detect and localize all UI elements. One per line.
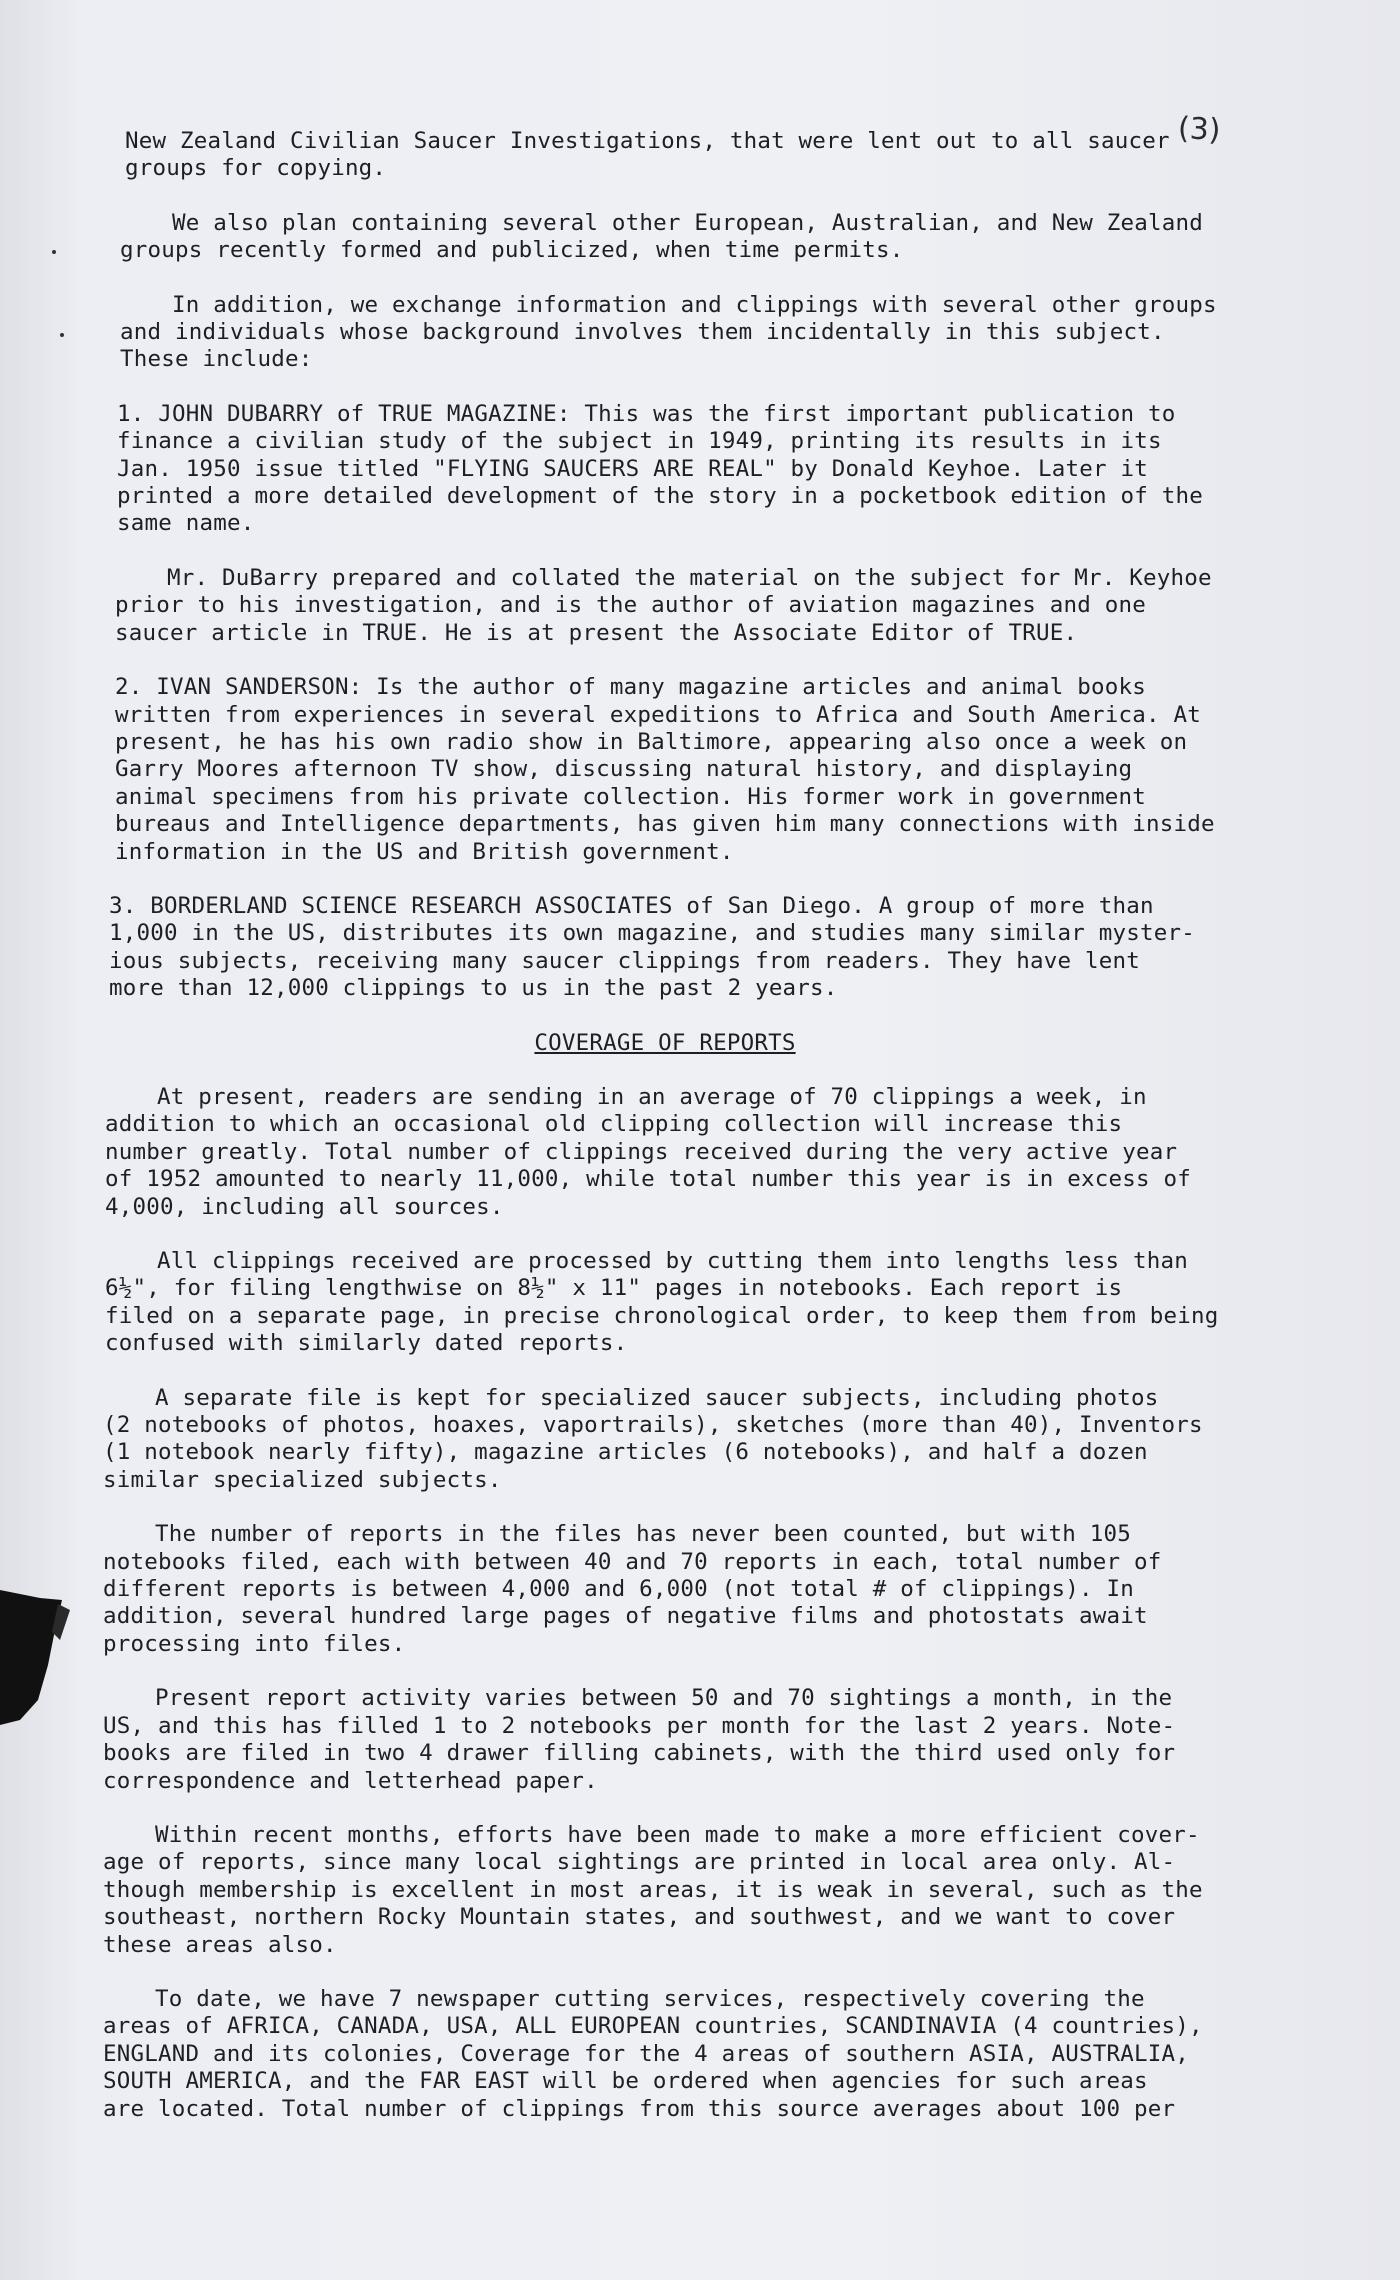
paragraph-separate-file: A separate file is kept for specialized saucer subjects, including photos (2 notebooks of photos, hoaxes, vaportrails), sketches (more than 40), Inventors (1 notebook nearly fifty), magazine articles (6 notebooks), and half a dozen similar specialized subjects. bbox=[103, 1384, 1203, 1493]
paragraph-continuation: New Zealand Civilian Saucer Investigations, that were lent out to all saucer groups for copying. bbox=[125, 128, 1170, 182]
typed-text-body bbox=[105, 128, 1225, 2150]
paragraph-item-2: 2. IVAN SANDERSON: Is the author of many magazine articles and animal books written from experiences in several expeditions to Africa and South America. At present, he has his own radio show in Baltimore, appearing also once a week on Garry Moores afternoon TV show, discussing natural history, and displaying animal specimens from his private collection. His former work in government bureaus and Intelligence departments, has given him many connections with inside information in the US and British government. bbox=[115, 674, 1215, 865]
paragraph-processing: All clippings received are processed by cutting them into lengths less than 6½", for filing lengthwise on 8½" x 11" pages in notebooks. Each report is filed on a separate page, in precise chronological order, to keep them from being confused with similarly dated reports. bbox=[105, 1248, 1219, 1357]
paragraph-exchange: In addition, we exchange information and clippings with several other groups and individuals whose background involves them incidentally in this subject. These include: bbox=[120, 291, 1217, 373]
paragraph-activity: Present report activity varies between 50 and 70 sightings a month, in the US, and this has filled 1 to 2 notebooks per month for the last 2 years. Note- books are filed in two 4 drawer filling cabinets, with the third used only for correspondence and letterhead paper. bbox=[103, 1685, 1176, 1794]
stray-ink-mark bbox=[60, 333, 64, 337]
paragraph-coverage: Within recent months, efforts have been made to make a more efficient cover- age of reports, since many local sightings are printed in local area only. Al- though membership is excellent in most areas, it is weak in several, such as the southeast, northern Rocky Mountain states, and southwest, and we want to cover these areas also. bbox=[103, 1821, 1203, 1958]
paragraph-number-of-reports: The number of reports in the files has never been counted, but with 105 notebooks filed, each with between 40 and 70 reports in each, total number of different reports is between 4,000 and 6,000 (not total # of clippings). In addition, several hundred large pages of negative films and photostats await processing into files. bbox=[103, 1521, 1162, 1657]
stray-ink-mark bbox=[52, 250, 56, 254]
paragraph-present: At present, readers are sending in an average of 70 clippings a week, in addition to which an occasional old clipping collection will increase this number greatly. Total number of clippings received during the very active year of 1952 amounted to nearly 11,000, while total number this year is in excess of 4,000, including all sources. bbox=[105, 1083, 1191, 1220]
section-heading: COVERAGE OF REPORTS bbox=[534, 1029, 796, 1056]
page-number: (3) bbox=[1177, 110, 1222, 149]
torn-edge-shadow bbox=[0, 1570, 80, 1730]
paragraph-dubarry: Mr. DuBarry prepared and collated the material on the subject for Mr. Keyhoe prior to his investigation, and is the author of aviation magazines and one saucer article in TRUE. He is at present the Associate Editor of TRUE. bbox=[115, 564, 1212, 646]
paragraph-item-3: 3. BORDERLAND SCIENCE RESEARCH ASSOCIATES of San Diego. A group of more than 1,000 in the US, distributes its own magazine, and studies many similar myster- ious subjects, receiving many saucer clippings from readers. They have lent more than 12,000 clippings to us in the past 2 years. bbox=[109, 892, 1195, 1002]
paragraph-cutting-services: To date, we have 7 newspaper cutting services, respectively covering the areas of AFRICA, CANADA, USA, ALL EUROPEAN countries, SCANDINAVIA (4 countries), ENGLAND and its colonies, Coverage for the 4 areas of southern ASIA, AUSTRALIA, SOUTH AMERICA, and the FAR EAST will be ordered when agencies for such areas are located. Total number of clippings from this source averages about 100 per bbox=[103, 1985, 1203, 2122]
paragraph-plans: We also plan containing several other European, Australian, and New Zealand groups recently formed and publicized, when time permits. bbox=[120, 209, 1203, 264]
paragraph-item-1: 1. JOHN DUBARRY of TRUE MAGAZINE: This was the first important publication to finance a civilian study of the subject in 1949, printing its results in its Jan. 1950 issue titled "FLYING SAUCERS ARE REAL" by Donald Keyhoe. Later it printed a more detailed development of the story in a pocketbook edition of the same name. bbox=[117, 400, 1203, 537]
